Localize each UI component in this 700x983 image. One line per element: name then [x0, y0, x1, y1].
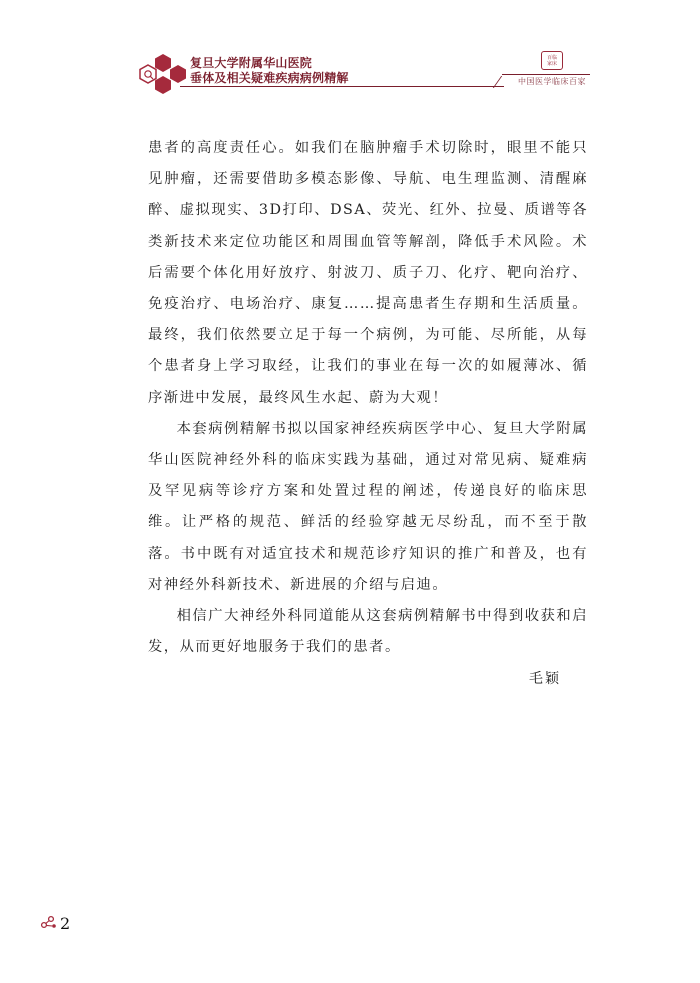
- page-header: [0, 0, 700, 110]
- body-text: [148, 133, 588, 663]
- brand-stamp-logo: [541, 51, 563, 70]
- page-number: 2: [60, 914, 71, 933]
- stamp-line-2: 家床: [546, 60, 557, 67]
- hospital-name: 复旦大学附属华山医院: [190, 56, 313, 70]
- paragraph-2: 本套病例精解书拟以国家神经疾病医学中心、复旦大学附属华山医院神经外科的临床实践为基础，通过对常见病、疑难病及罕见病等诊疗方案和处置过程的阐述，传递良好的临床思维。让严格的规范、鲜活的经验穿越无尽纷乱，而不至于散落。书中既有对适宜技术和规范诊疗知识的推广和普及，也有对神经外科新技术、新进展的介绍与启迪。: [148, 420, 588, 593]
- paragraph-1: 患者的高度责任心。如我们在脑肿瘤手术切除时，眼里不能只见肿瘤，还需要借助多模态影像、导航、电生理监测、清醒麻醉、虚拟现实、3D打印、DSA、荧光、红外、拉曼、质谱等各类新技术来定位功能区和周围血管等解剖，降低手术风险。术后需要个体化用好放疗、射波刀、质子刀、化疗、靶向治疗、免疫治疗、电场治疗、康复……提高患者生存期和生活质量。最终，我们依然要立足于每一个病例，为可能、尽所能，从每个患者身上学习取经，让我们的事业在每一次的如履薄冰、循序渐进中发展，最终风生水起、蔚为大观！: [148, 140, 588, 406]
- hexagon-logo-icon: [138, 50, 188, 98]
- stamp-line-1: 百临: [546, 54, 557, 61]
- author-signature: 毛颖: [529, 671, 561, 687]
- header-rule-right: [502, 74, 590, 75]
- decorative-nodes-icon: [40, 914, 58, 930]
- header-rule: [180, 86, 504, 87]
- paragraph-3: 相信广大神经外科同道能从这套病例精解书中得到收获和启发，从而更好地服务于我们的患者。: [148, 608, 588, 656]
- book-series-title: 垂体及相关疑难疾病病例精解: [190, 71, 349, 85]
- book-title: [190, 56, 349, 86]
- brand-name: 中国医学临床百家: [518, 77, 586, 86]
